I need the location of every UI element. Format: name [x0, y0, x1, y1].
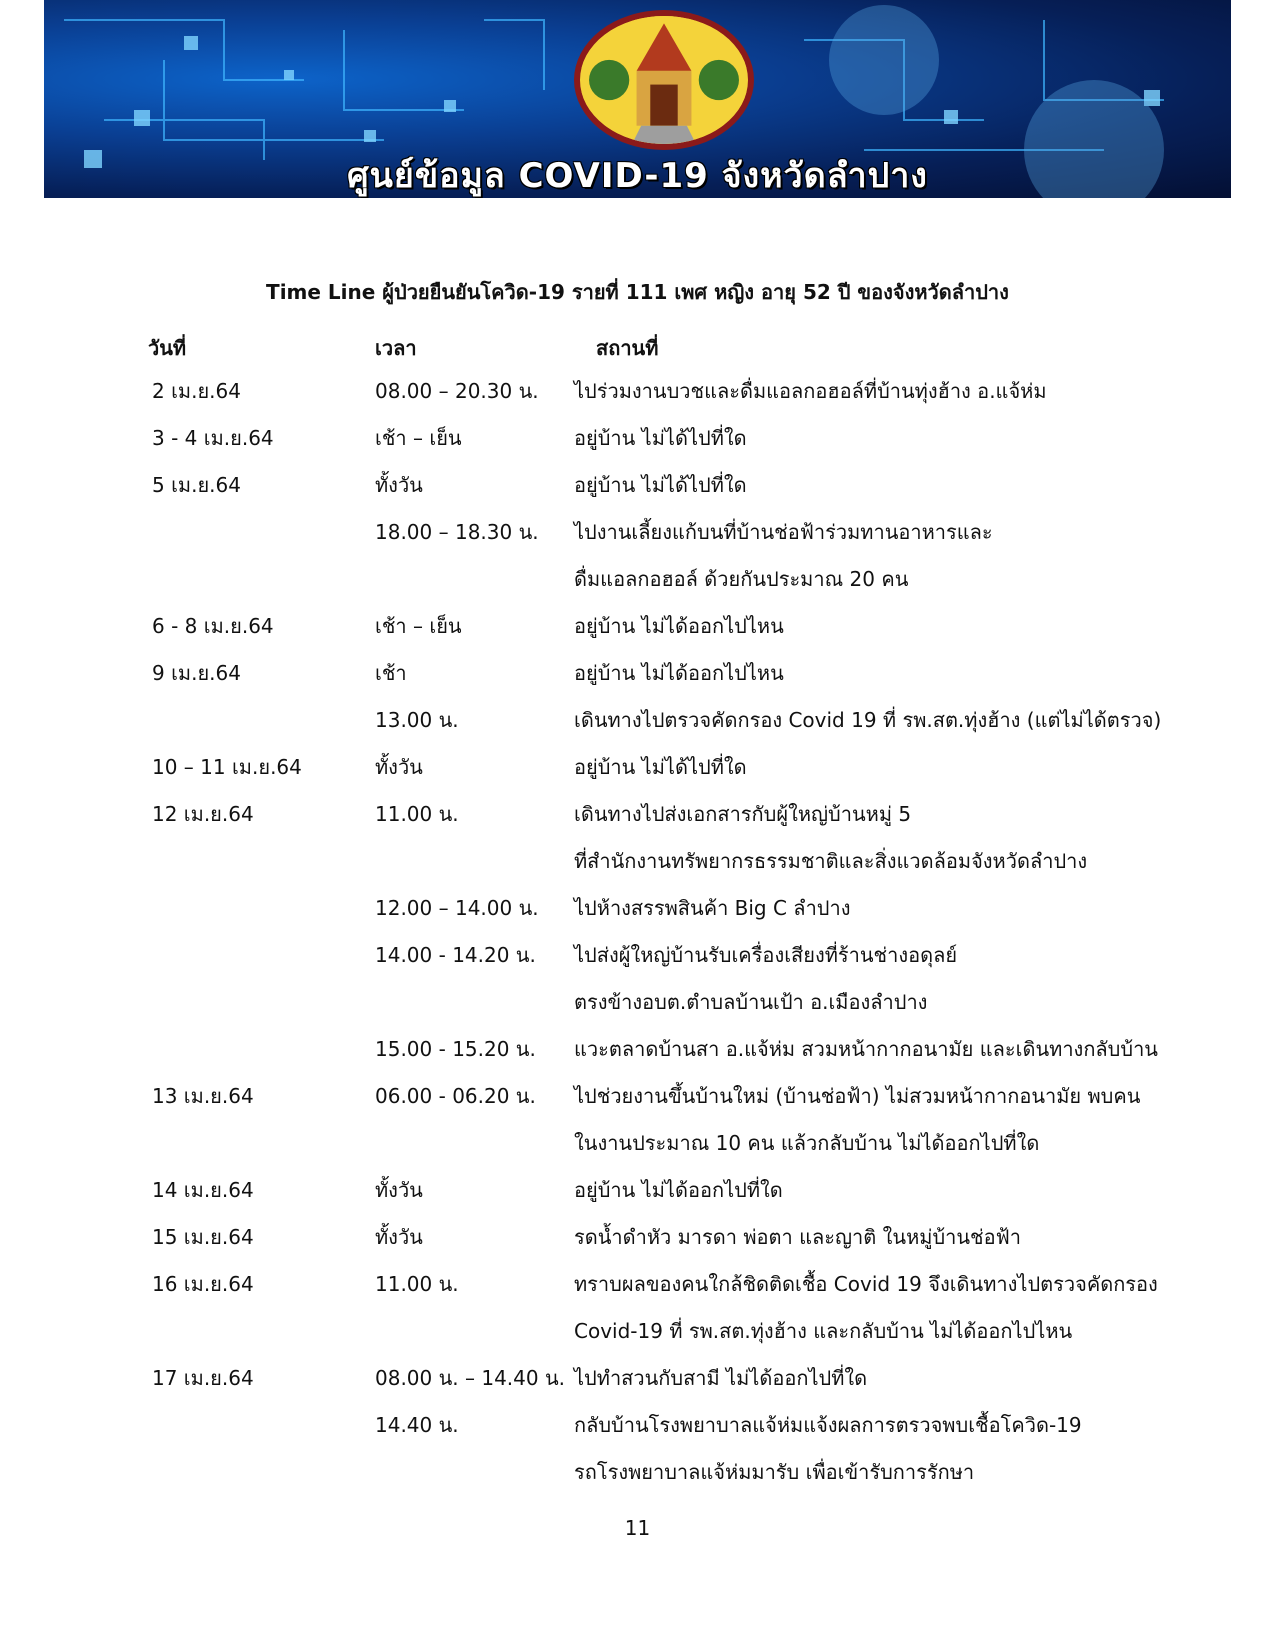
row-place: เดินทางไปส่งเอกสารกับผู้ใหญ่บ้านหมู่ 5: [574, 802, 912, 826]
row-date: 15 เม.ย.64: [152, 1225, 254, 1249]
row-time: ทั้งวัน: [375, 1225, 423, 1249]
table-row: [0, 1033, 1275, 1080]
banner-title: ศูนย์ข้อมูล COVID-19 จังหวัดลำปาง: [347, 156, 928, 196]
row-time: 14.40 น.: [375, 1413, 459, 1437]
timeline-column-headers: [0, 332, 1275, 362]
table-row: [0, 422, 1275, 469]
row-time: ทั้งวัน: [375, 473, 423, 497]
table-row: [0, 704, 1275, 751]
header-banner: [44, 0, 1231, 198]
table-row: [0, 516, 1275, 563]
table-row: [0, 1221, 1275, 1268]
row-time: 13.00 น.: [375, 708, 459, 732]
row-date: 13 เม.ย.64: [152, 1084, 254, 1108]
table-row: [0, 1456, 1275, 1503]
row-place: รถโรงพยาบาลแจ้ห่มมารับ เพื่อเข้ารับการรักษา: [574, 1460, 975, 1484]
row-place: อยู่บ้าน ไม่ได้ไปที่ใด: [574, 755, 747, 779]
row-time: 15.00 - 15.20 น.: [375, 1037, 536, 1061]
table-row: [0, 1174, 1275, 1221]
table-row: [0, 563, 1275, 610]
row-time: 08.00 น. – 14.40 น.: [375, 1366, 565, 1390]
timeline-table: [0, 375, 1275, 1503]
row-date: 17 เม.ย.64: [152, 1366, 254, 1390]
row-place: อยู่บ้าน ไม่ได้ไปที่ใด: [574, 473, 747, 497]
table-row: [0, 375, 1275, 422]
row-time: 14.00 - 14.20 น.: [375, 943, 536, 967]
row-place: ไปช่วยงานขึ้นบ้านใหม่ (บ้านช่อฟ้า) ไม่สวมหน้ากากอนามัย พบคน: [574, 1084, 1141, 1108]
row-time: ทั้งวัน: [375, 1178, 423, 1202]
table-row: [0, 939, 1275, 986]
row-place: ในงานประมาณ 10 คน แล้วกลับบ้าน ไม่ได้ออกไปที่ใด: [574, 1131, 1040, 1155]
table-row: [0, 1362, 1275, 1409]
table-row: [0, 986, 1275, 1033]
row-place: ตรงข้างอบต.ตำบลบ้านเป้า อ.เมืองลำปาง: [574, 990, 928, 1014]
row-time: เช้า – เย็น: [375, 426, 462, 450]
table-row: [0, 1080, 1275, 1127]
table-row: [0, 845, 1275, 892]
row-date: 10 – 11 เม.ย.64: [152, 755, 302, 779]
row-date: 12 เม.ย.64: [152, 802, 254, 826]
row-place: แวะตลาดบ้านสา อ.แจ้ห่ม สวมหน้ากากอนามัย และเดินทางกลับบ้าน: [574, 1037, 1158, 1061]
row-place: Covid-19 ที่ รพ.สต.ทุ่งฮ้าง และกลับบ้าน ไม่ได้ออกไปไหน: [574, 1319, 1073, 1343]
row-place: ไปงานเลี้ยงแก้บนที่บ้านช่อฟ้าร่วมทานอาหารและ: [574, 520, 993, 544]
table-row: [0, 469, 1275, 516]
row-place: ที่สำนักงานทรัพยากรธรรมชาติและสิ่งแวดล้อมจังหวัดลำปาง: [574, 849, 1088, 873]
row-place: กลับบ้านโรงพยาบาลแจ้ห่มแจ้งผลการตรวจพบเชื้อโควิด-19: [574, 1413, 1082, 1437]
row-time: ทั้งวัน: [375, 755, 423, 779]
table-row: [0, 610, 1275, 657]
lampang-province-seal: [574, 10, 754, 150]
row-time: 12.00 – 14.00 น.: [375, 896, 539, 920]
header-place: สถานที่: [596, 336, 659, 360]
row-place: รดน้ำดำหัว มารดา พ่อตา และญาติ ในหมู่บ้านช่อฟ้า: [574, 1225, 1022, 1249]
row-place: อยู่บ้าน ไม่ได้ออกไปไหน: [574, 661, 784, 685]
row-date: 14 เม.ย.64: [152, 1178, 254, 1202]
row-date: 6 - 8 เม.ย.64: [152, 614, 274, 638]
seal-gate-icon: [580, 16, 748, 144]
row-place: ทราบผลของคนใกล้ชิดติดเชื้อ Covid 19 จึงเดินทางไปตรวจคัดกรอง: [574, 1272, 1158, 1296]
row-time: 11.00 น.: [375, 1272, 459, 1296]
row-date: 9 เม.ย.64: [152, 661, 241, 685]
row-time: 08.00 – 20.30 น.: [375, 379, 539, 403]
table-row: [0, 798, 1275, 845]
row-time: 06.00 - 06.20 น.: [375, 1084, 536, 1108]
table-row: [0, 892, 1275, 939]
table-row: [0, 1268, 1275, 1315]
row-place: ดื่มแอลกอฮอล์ ด้วยกันประมาณ 20 คน: [574, 567, 909, 591]
page-number: 11: [624, 1516, 651, 1540]
row-time: เช้า: [375, 661, 407, 685]
document-title: Time Line ผู้ป่วยยืนยันโควิด-19 รายที่ 111 เพศ หญิง อายุ 52 ปี ของจังหวัดลำปาง: [266, 280, 1009, 304]
row-time: 11.00 น.: [375, 802, 459, 826]
row-place: อยู่บ้าน ไม่ได้ออกไปที่ใด: [574, 1178, 783, 1202]
row-place: อยู่บ้าน ไม่ได้ไปที่ใด: [574, 426, 747, 450]
header-date: วันที่: [148, 336, 187, 360]
row-date: 3 - 4 เม.ย.64: [152, 426, 274, 450]
row-date: 5 เม.ย.64: [152, 473, 241, 497]
table-row: [0, 1315, 1275, 1362]
row-place: ไปร่วมงานบวชและดื่มแอลกอฮอล์ที่บ้านทุ่งฮ้าง อ.แจ้ห่ม: [574, 379, 1047, 403]
row-place: ไปทำสวนกับสามี ไม่ได้ออกไปที่ใด: [574, 1366, 868, 1390]
table-row: [0, 1127, 1275, 1174]
row-place: อยู่บ้าน ไม่ได้ออกไปไหน: [574, 614, 784, 638]
row-place: ไปห้างสรรพสินค้า Big C ลำปาง: [574, 896, 851, 920]
row-date: 16 เม.ย.64: [152, 1272, 254, 1296]
table-row: [0, 1409, 1275, 1456]
header-time: เวลา: [375, 336, 417, 360]
row-place: เดินทางไปตรวจคัดกรอง Covid 19 ที่ รพ.สต.ทุ่งฮ้าง (แต่ไม่ได้ตรวจ): [574, 708, 1162, 732]
table-row: [0, 751, 1275, 798]
row-time: 18.00 – 18.30 น.: [375, 520, 539, 544]
row-time: เช้า – เย็น: [375, 614, 462, 638]
row-place: ไปส่งผู้ใหญ่บ้านรับเครื่องเสียงที่ร้านช่างอดุลย์: [574, 943, 958, 967]
table-row: [0, 657, 1275, 704]
row-date: 2 เม.ย.64: [152, 379, 241, 403]
